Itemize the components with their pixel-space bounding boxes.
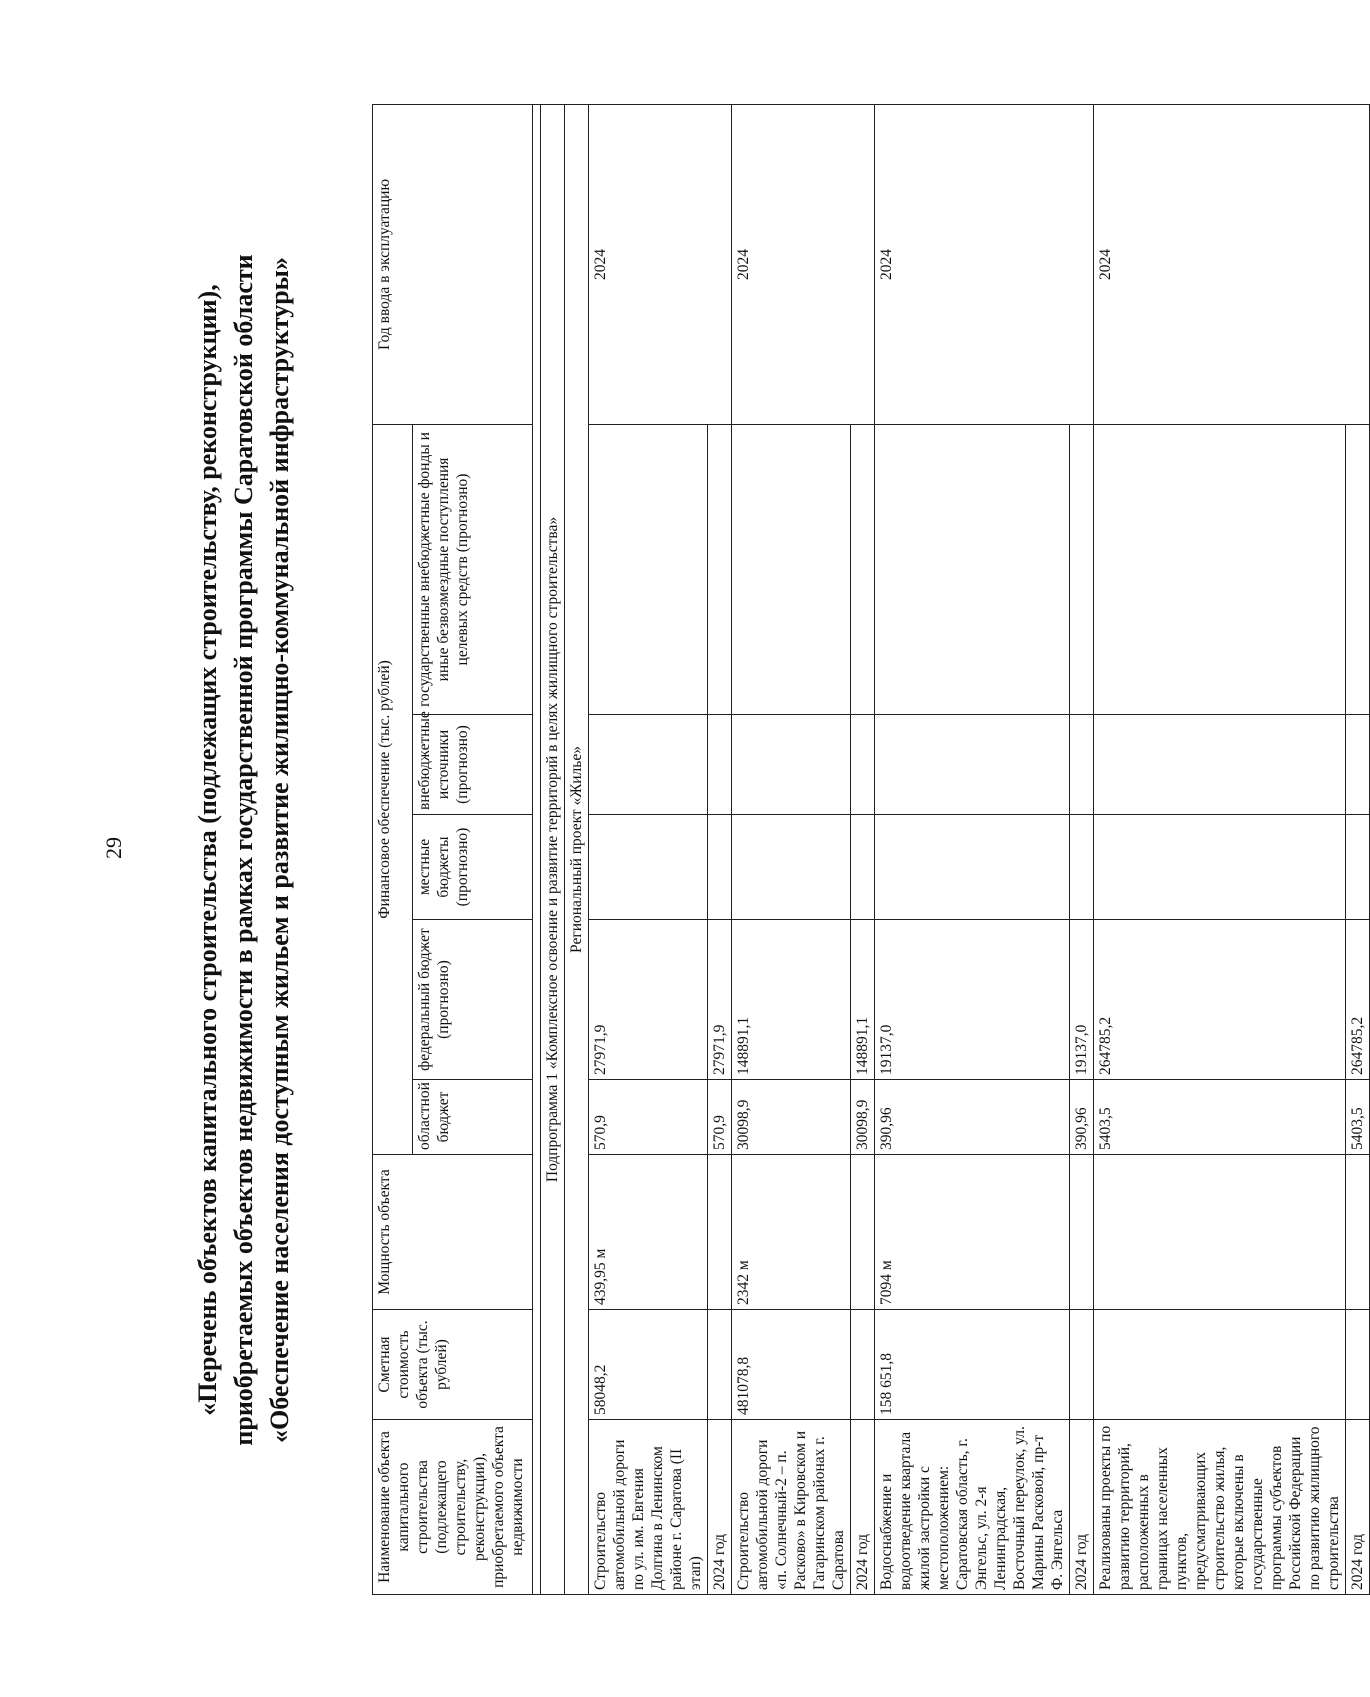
table-row [732, 104, 851, 1594]
title-line: приобретаемых объектов недвижимости в рамках государственной программы Саратовской области [229, 254, 258, 1446]
row-name: Реализованы проекты по развитию территорий, расположенных в границах населенных пунктов, предусматривающих строительство жилья, которые включены в государственные программы субъектов Российской Федерации по развитию жилищного строительства [1094, 1420, 1346, 1595]
row-regional: 390,96 [875, 1080, 1070, 1155]
row-federal: 19137,0 [875, 920, 1070, 1080]
row-year: 2024 [732, 104, 875, 424]
row-capacity: 439,95 м [589, 1155, 708, 1310]
header-extra: внебюджетные источники (прогнозно) [413, 715, 533, 815]
page-number: 29 [101, 837, 126, 859]
row-year: 2024 [1094, 104, 1370, 424]
row-regional: 5403,5 [1094, 1080, 1346, 1155]
document-title [190, 105, 350, 1595]
row-regional: 30098,9 [732, 1080, 851, 1155]
row-year: 2024 [589, 104, 732, 424]
row-capacity [1094, 1155, 1346, 1310]
row-name: Водоснабжение и водоотведение квартала жилой застройки с местоположением: Саратовская область, г. Энгельс, ул. 2-я Ленинградская, Восточный переулок, ул. Марины Расковой, пр-т Ф. Энгельса [875, 1420, 1070, 1595]
subtotal-regional: 390,96 [1070, 1080, 1094, 1155]
table-row [875, 104, 1070, 1594]
title-line: «Обеспечение населения доступным жильем и развитие жилищно-коммунальной инфраструктуры» [265, 257, 294, 1443]
row-name: Строительство автомобильной дороги по ул. им. Евгения Долгина в Ленинском районе г. Саратова (II этап) [589, 1420, 708, 1595]
subtotal-label: 2024 год [1346, 1420, 1370, 1595]
header-finance: Финансовое обеспечение (тыс. рублей) [373, 424, 413, 1154]
subtotal-regional: 570,9 [708, 1080, 732, 1155]
row-capacity: 7094 м [875, 1155, 1070, 1310]
subtotal-federal: 264785,2 [1346, 920, 1370, 1080]
objects-table [372, 104, 1370, 1595]
row-local [589, 815, 708, 920]
subtotal-label: 2024 год [1070, 1420, 1094, 1595]
header-name: Наименование объекта капитального строительства (подлежащего строительству, реконструкции), приобретаемого объекта недвижимости [373, 1420, 533, 1595]
row-year: 2024 [875, 104, 1094, 424]
project-row [565, 104, 589, 1594]
subtotal-federal: 27971,9 [708, 920, 732, 1080]
empty-spacer-row [533, 104, 541, 1594]
row-federal: 27971,9 [589, 920, 708, 1080]
row-federal: 148891,1 [732, 920, 851, 1080]
subtotal-federal: 148891,1 [851, 920, 875, 1080]
row-capacity: 2342 м [732, 1155, 851, 1310]
header-year: Год ввода в эксплуатацию [373, 104, 533, 424]
row-state-funds [589, 424, 708, 714]
subtotal-label: 2024 год [851, 1420, 875, 1595]
header-regional: областной бюджет [413, 1080, 533, 1155]
header-cost: Сметная стоимость объекта (тыс. рублей) [373, 1310, 533, 1420]
row-cost: 58048,2 [589, 1310, 708, 1420]
subtotal-regional: 30098,9 [851, 1080, 875, 1155]
row-extra [589, 715, 708, 815]
project-title: Региональный проект «Жилье» [565, 104, 589, 1594]
row-cost: 481078,8 [732, 1310, 851, 1420]
row-federal: 264785,2 [1094, 920, 1346, 1080]
subprogram-title: Подпрограмма 1 «Комплексное освоение и развитие территорий в целях жилищного строительства» [541, 104, 565, 1594]
row-cost [1094, 1310, 1346, 1420]
subtotal-federal: 19137,0 [1070, 920, 1094, 1080]
subprogram-row [541, 104, 565, 1594]
table-row [589, 104, 708, 1594]
title-line: «Перечень объектов капитального строительства (подлежащих строительству, реконструкции), [193, 284, 222, 1416]
header-state-funds: государственные внебюджетные фонды и иные безвозмездные поступления целевых средств (прогнозно) [413, 424, 533, 714]
table-header-row [373, 104, 413, 1594]
subtotal-regional: 5403,5 [1346, 1080, 1370, 1155]
row-cost: 158 651,8 [875, 1310, 1070, 1420]
rotated-content [190, 105, 1366, 1595]
row-name: Строительство автомобильной дороги «п. Солнечный-2 – п. Расково» в Кировском и Гагаринском районах г. Саратова [732, 1420, 851, 1595]
row-regional: 570,9 [589, 1080, 708, 1155]
table-row [1094, 104, 1346, 1594]
header-capacity: Мощность объекта [373, 1155, 533, 1310]
subtotal-label: 2024 год [708, 1420, 732, 1595]
header-local: местные бюджеты (прогнозно) [413, 815, 533, 920]
header-federal: федеральный бюджет (прогнозно) [413, 920, 533, 1080]
